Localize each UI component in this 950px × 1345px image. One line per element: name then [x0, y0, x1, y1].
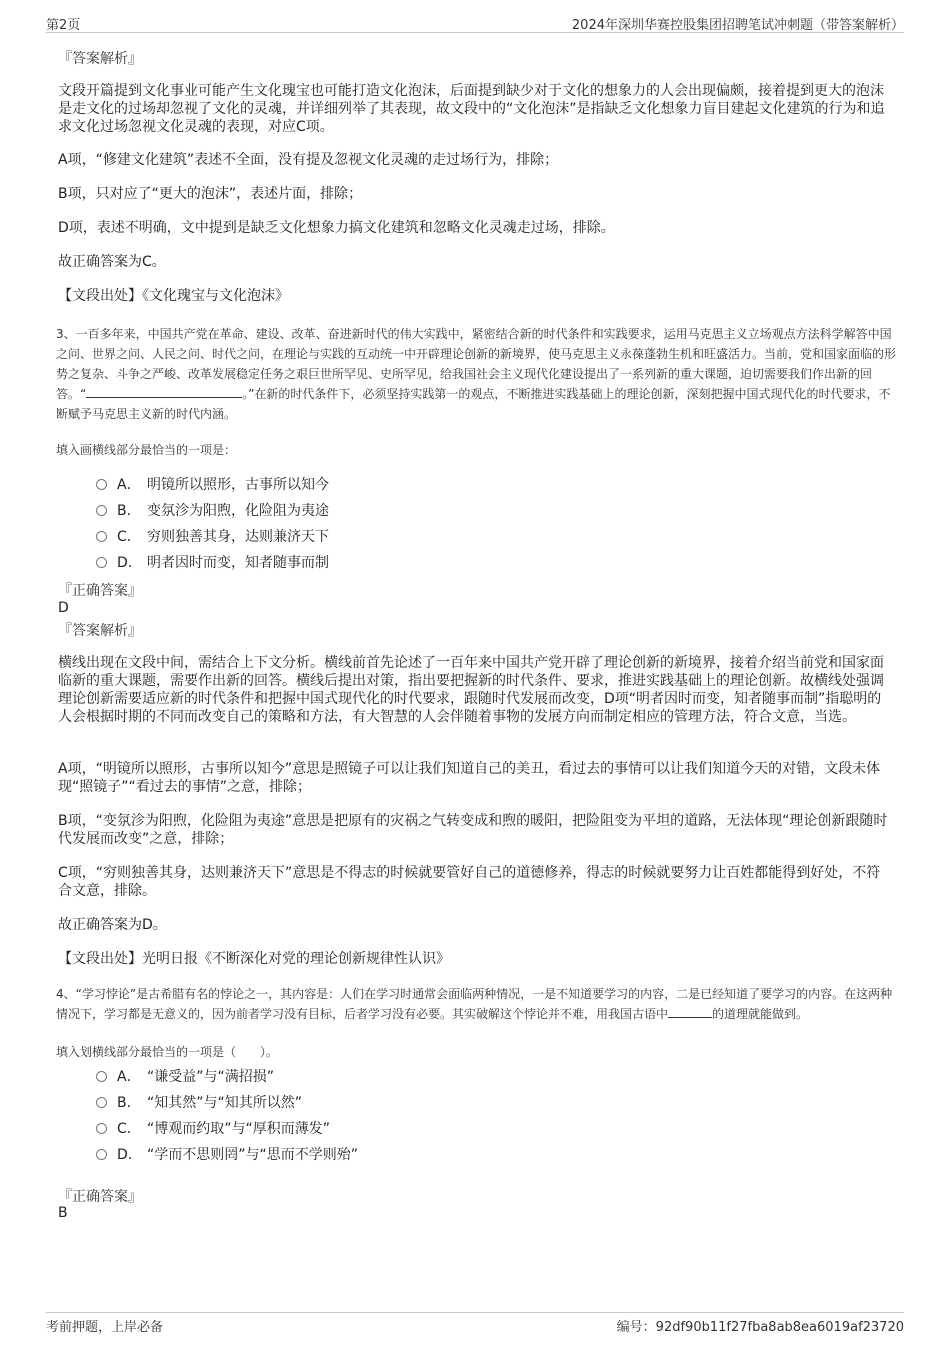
analysis-label: 『答案解析』	[58, 51, 142, 67]
question-3-text-after: 。”在新的时代条件下，必须坚持实践第一的观点，不断推进实践基础上的理论创新，深刻把握中国式现代化的时代要求，不断赋予马克思主义新的时代内涵。	[56, 387, 891, 421]
analysis-paragraph: 文段开篇提到文化事业可能产生文化瑰宝也可能打造文化泡沫，后面提到缺少对于文化的想象力的人会出现偏颇，接着提到更大的泡沫是走文化的过场却忽视了文化的灵魂，并详细列举了其表现，故文段中的“文化泡沫”是指缺乏文化想象力盲目建起文化建筑的行为和追求文化过场忽视文化灵魂的表现，对应C项。	[58, 83, 885, 135]
fill-blank	[86, 385, 242, 398]
option-a[interactable]: A． “谦受益”与“满招损”	[96, 1066, 274, 1086]
question-3-text-before: 3、一百多年来，中国共产党在革命、建设、改革、奋进新时代的伟大实践中，紧密结合新的时代条件和实践要求，运用马克思主义立场观点方法科学解答中国之问、世界之问、人民之问、时代之问，在理论与实践的互动统一中开辟理论创新的新境界，使马克思主义永葆蓬勃生机和旺盛活力。当前，党和国家面临的形势之复杂、斗争之严峻、改革发展稳定任务之艰巨世所罕见、史所罕见，给我国社会主义现代化建设提出了一系列新的重大课题，迫切需要我们作出新的回答。“	[56, 327, 897, 401]
analysis-label: 『答案解析』	[58, 623, 142, 639]
question-3-analysis-b: B项，“变氛沴为阳煦，化险阻为夷途”意思是把原有的灾祸之气转变成和煦的暖阳，把险阻变为平坦的道路，无法体现“理论创新跟随时代发展而改变”之意，排除；	[58, 813, 888, 847]
document-id: 编号：92df90b11f27fba8ab8ea6019af23720	[616, 1320, 904, 1335]
correct-answer-label: 『正确答案』	[58, 583, 142, 599]
page-header	[46, 12, 904, 33]
footer-slogan: 考前押题，上岸必备	[46, 1320, 164, 1335]
question-4-text-after: 的道理就能做到。	[712, 1007, 809, 1021]
option-c[interactable]: C． 穷则独善其身，达则兼济天下	[96, 526, 329, 546]
question-3-conclusion: 故正确答案为D。	[58, 917, 167, 933]
option-c[interactable]: C． “博观而约取”与“厚积而薄发”	[96, 1118, 330, 1138]
analysis-conclusion: 故正确答案为C。	[58, 254, 166, 270]
analysis-option-a: A项，“修建文化建筑”表述不全面，没有提及忽视文化灵魂的走过场行为，排除；	[58, 152, 559, 168]
analysis-option-d: D项，表述不明确，文中提到是缺乏文化想象力搞文化建筑和忽略文化灵魂走过场，排除。	[58, 220, 615, 236]
option-d[interactable]: D． 明者因时而变，知者随事而制	[96, 552, 329, 572]
page-number: 第2页	[46, 18, 81, 33]
radio-icon[interactable]	[96, 557, 107, 568]
radio-icon[interactable]	[96, 531, 107, 542]
fill-blank	[668, 1005, 712, 1018]
correct-answer: D	[58, 600, 69, 616]
passage-source: 【文段出处】《文化瑰宝与文化泡沫》	[58, 288, 289, 304]
question-3-source: 【文段出处】光明日报《不断深化对党的理论创新规律性认识》	[58, 951, 450, 967]
radio-icon[interactable]	[96, 479, 107, 490]
question-4-stem	[56, 984, 898, 1024]
correct-answer-label: 『正确答案』	[58, 1189, 142, 1205]
radio-icon[interactable]	[96, 1123, 107, 1134]
document-title: 2024年深圳华赛控股集团招聘笔试冲刺题（带答案解析）	[571, 18, 904, 33]
radio-icon[interactable]	[96, 1071, 107, 1082]
question-3-stem	[56, 324, 898, 424]
option-b[interactable]: B． “知其然”与“知其所以然”	[96, 1092, 302, 1112]
question-3-analysis-a: A项，“明镜所以照形，古事所以知今”意思是照镜子可以让我们知道自己的美丑，看过去的事情可以让我们知道今天的对错，文段未体现“照镜子”“看过去的事情”之意，排除；	[58, 761, 881, 795]
radio-icon[interactable]	[96, 505, 107, 516]
question-3-analysis: 横线出现在文段中间，需结合上下文分析。横线前首先论述了一百年来中国共产党开辟了理论创新的新境界，接着介绍当前党和国家面临新的重大课题，需要作出新的回答。横线后提出对策，指出要把握新的时代条件、要求，推进实践基础上的理论创新。故横线处强调理论创新需要适应新的时代条件和把握中国式现代化的时代要求，跟随时代发展而改变，D项“明者因时而变，知者随事而制”指聪明的人会根据时期的不同而改变自己的策略和方法，有大智慧的人会伴随着事物的发展方向而制定相应的管理方法，符合文意，当选。	[58, 655, 884, 725]
analysis-option-b: B项，只对应了“更大的泡沫”，表述片面，排除；	[58, 186, 363, 202]
question-3-prompt: 填入画横线部分最恰当的一项是：	[56, 443, 237, 457]
page-footer	[46, 1312, 904, 1335]
question-3-analysis-c: C项，“穷则独善其身，达则兼济天下”意思是不得志的时候就要管好自己的道德修养，得志的时候就要努力让百姓都能得到好处，不符合文意，排除。	[58, 865, 881, 899]
radio-icon[interactable]	[96, 1097, 107, 1108]
correct-answer: B	[58, 1205, 68, 1221]
radio-icon[interactable]	[96, 1149, 107, 1160]
option-d[interactable]: D． “学而不思则罔”与“思而不学则殆”	[96, 1144, 358, 1164]
option-b[interactable]: B． 变氛沴为阳煦，化险阻为夷途	[96, 500, 329, 520]
question-4-text-before: 4、“学习悖论”是古希腊有名的悖论之一，其内容是：人们在学习时通常会面临两种情况，一是不知道要学习的内容，二是已经知道了要学习的内容。在这两种情况下，学习都是无意义的，因为前者学习没有目标，后者学习没有必要。其实破解这个悖论并不难，用我国古语中	[56, 987, 893, 1021]
question-4-prompt: 填入划横线部分最恰当的一项是（ ）。	[56, 1045, 279, 1059]
option-a[interactable]: A． 明镜所以照形，古事所以知今	[96, 474, 329, 494]
